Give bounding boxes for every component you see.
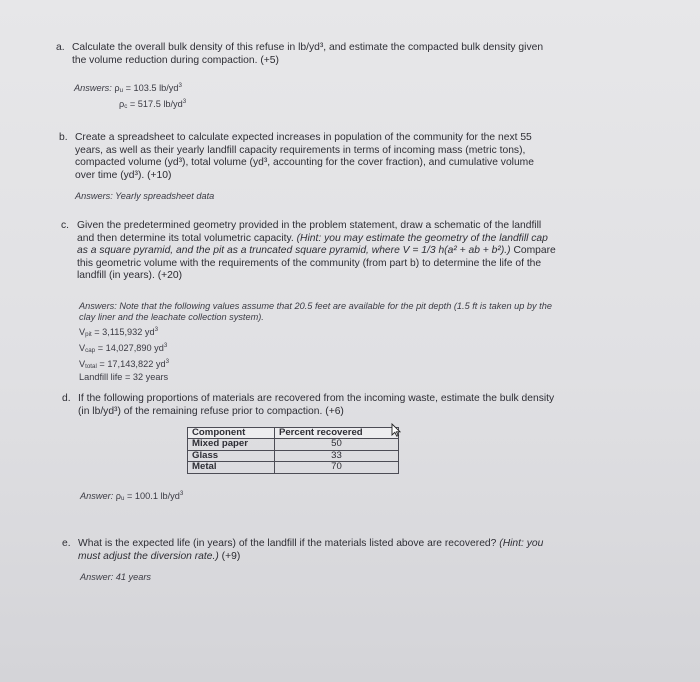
question-b-line3: compacted volume (yd³), total volume (yd³, accounting for the cover fraction), and cumulative volume [75,157,534,169]
question-c-points: (+20) [157,270,183,282]
percent-cell: 70 [274,462,398,473]
answer-c-v-pit: Vpit = 3,115,932 $yd^3$ [79,325,159,338]
answer-a [74,80,186,113]
recovery-table [187,427,399,474]
mouse-pointer-icon [391,423,401,442]
question-a-line1: Calculate the overall bulk density of this refuse in lb/yd³, and estimate the compacted bulk density given [72,42,544,53]
answer-e: Answer: 41 years [80,572,151,582]
question-d-letter: d. [62,393,71,404]
column-header-percent: Percent recovered [274,428,398,439]
question-c-line1: Given the predetermined geometry provided in the problem statement, draw a schematic of the landfill [77,220,542,231]
question-c-line2: and then determine its total volumetric capacity. (Hint: you may estimate the geometry of the landfill cap [77,232,548,244]
question-a-points: (+5) [260,54,279,66]
question-e-points: (+9) [221,550,241,562]
question-c-line5: landfill (in years). (+20) [77,270,183,282]
question-b-line1: Create a spreadsheet to calculate expected increases in population of the community for the next 55 [75,132,532,143]
question-e-line2: must adjust the diversion rate.) (+9) [78,550,241,562]
question-e [62,538,662,563]
answer-d-rho-u: ρu = 100.1 $lb/yd^3$ [115,490,184,502]
question-a-line2: the volume reduction during compaction. (+5) [72,54,279,66]
answer-c-landfill-life: Landfill life = 32 years [79,372,169,383]
question-b-letter: b. [59,132,68,143]
question-e-letter: e. [62,538,71,549]
answer-c-note-line2: clay liner and the leachate collection system). [79,312,264,323]
table-header-row [188,428,399,439]
question-d-line1: If the following proportions of materials are recovered from the incoming waste, estimate the bulk density [78,393,555,404]
question-c-letter: c. [61,220,70,231]
answer-a-rho-u: ρu = 103.5 $lb/yd^3$ [114,82,182,94]
question-d-line2: (in lb/yd³) of the remaining refuse prior to compaction. (+6) [78,405,344,417]
question-b-line2: years, as well as their yearly landfill capacity requirements in terms of incoming mass (metric tons), [75,144,526,156]
answer-d-label: Answer: [80,491,114,501]
question-d-points: (+6) [325,405,344,417]
question-c-line3: as a square pyramid, and the pit as a truncated square pyramid, where V = 1/3 h(a² + ab + b²).) Compare [77,245,556,257]
answer-b: Answers: Yearly spreadsheet data [75,191,215,201]
answer-d [80,488,183,504]
table-row [188,439,399,450]
question-b-line4: over time (yd³). (+10) [75,169,172,181]
answer-a-rho-c: ρc = 517.5 $lb/yd^3$ [119,98,187,111]
question-b [59,132,659,182]
answer-a-label: Answers: [74,83,112,93]
percent-cell: 50 [274,439,398,450]
question-a [56,42,656,67]
question-d [62,393,662,418]
answer-c-v-total: Vtotal = 17,143,822 $yd^3$ [79,358,170,371]
question-b-points: (+10) [147,169,172,181]
component-cell: Metal [188,462,275,473]
question-c [61,220,661,283]
table-row [188,462,399,473]
percent-cell: 33 [274,450,398,461]
question-e-line1: What is the expected life (in years) of the landfill if the materials listed above are recovered? (Hint: you [78,538,544,549]
answer-c [79,301,659,384]
question-c-line4: this geometric volume with the requirements of the community (from part b) to determine the life of the [77,257,542,269]
column-header-component: Component [188,428,275,439]
table-row [188,450,399,461]
answer-c-v-cap: Vcap = 14,027,890 $yd^3$ [79,341,168,354]
component-cell: Mixed paper [188,439,275,450]
answer-c-note-line1: Answers: Note that the following values assume that 20.5 feet are available for the pit depth (1.5 ft is taken up by the [79,301,552,311]
component-cell: Glass [188,450,275,461]
question-a-letter: a. [56,42,65,53]
